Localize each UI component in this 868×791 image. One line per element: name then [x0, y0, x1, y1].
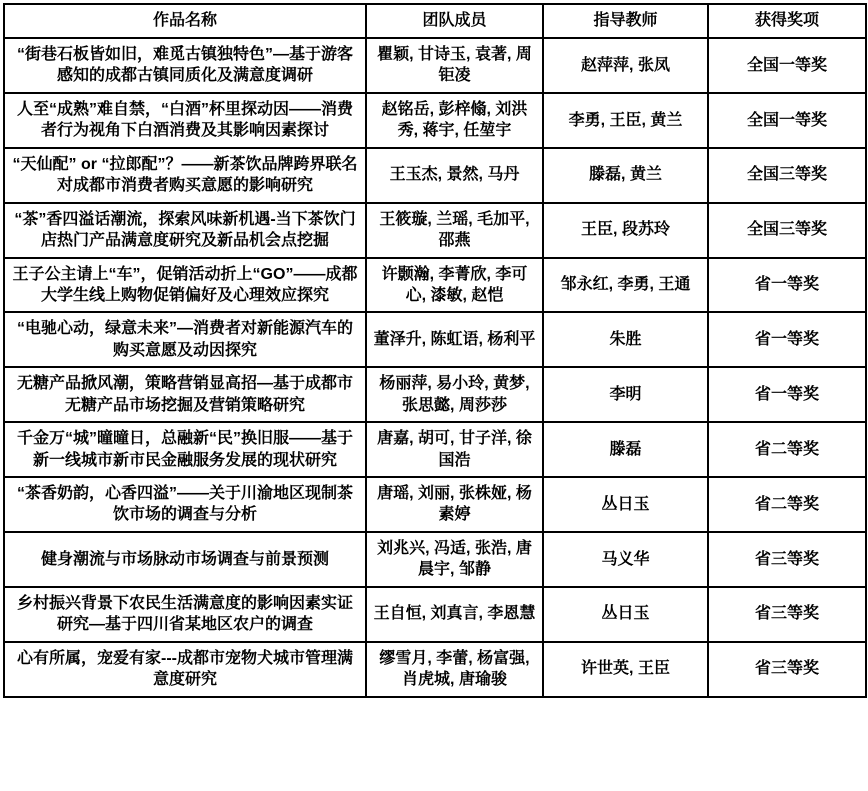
- advisors-cell: 李勇, 王臣, 黄兰: [543, 93, 708, 148]
- work-title-cell: 健身潮流与市场脉动市场调查与前景预测: [4, 532, 366, 587]
- team-members-cell: 缪雪月, 李蕾, 杨富强, 肖虎城, 唐瑜骏: [366, 642, 543, 697]
- work-title-cell: “天仙配” or “拉郎配”？——新茶饮品牌跨界联名对成都市消费者购买意愿的影响研究: [4, 148, 366, 203]
- work-title-cell: 王子公主请上“车”，促销活动折上“GO”——成都大学生线上购物促销偏好及心理效应探究: [4, 258, 366, 313]
- award-cell: 省二等奖: [708, 422, 866, 477]
- award-cell: 全国三等奖: [708, 203, 866, 258]
- advisors-cell: 赵萍萍, 张凤: [543, 38, 708, 93]
- header-advisors: 指导教师: [543, 4, 708, 38]
- work-title-cell: 无糖产品掀风潮，策略营销显高招—基于成都市无糖产品市场挖掘及营销策略研究: [4, 367, 366, 422]
- table-row: [4, 367, 866, 422]
- award-cell: 省二等奖: [708, 477, 866, 532]
- header-team-members: 团队成员: [366, 4, 543, 38]
- work-title-cell: “街巷石板皆如旧，难觅古镇独特色”—基于游客感知的成都古镇同质化及满意度调研: [4, 38, 366, 93]
- advisors-cell: 丛日玉: [543, 477, 708, 532]
- awards-table: [3, 3, 867, 698]
- award-cell: 省一等奖: [708, 258, 866, 313]
- table-row: [4, 642, 866, 697]
- advisors-cell: 朱胜: [543, 312, 708, 367]
- work-title-cell: “茶”香四溢话潮流，探索风味新机遇-当下茶饮门店热门产品满意度研究及新品机会点挖掘: [4, 203, 366, 258]
- award-cell: 全国一等奖: [708, 38, 866, 93]
- advisors-cell: 许世英, 王臣: [543, 642, 708, 697]
- table-row: [4, 312, 866, 367]
- header-row: [4, 4, 866, 38]
- advisors-cell: 丛日玉: [543, 587, 708, 642]
- advisors-cell: 邹永红, 李勇, 王通: [543, 258, 708, 313]
- table-body: [4, 38, 866, 697]
- award-cell: 全国三等奖: [708, 148, 866, 203]
- team-members-cell: 王筱璇, 兰瑶, 毛加平, 邵燕: [366, 203, 543, 258]
- award-cell: 省三等奖: [708, 532, 866, 587]
- team-members-cell: 许颢瀚, 李菁欣, 李可心, 漆敏, 赵恺: [366, 258, 543, 313]
- work-title-cell: 乡村振兴背景下农民生活满意度的影响因素实证研究—基于四川省某地区农户的调查: [4, 587, 366, 642]
- team-members-cell: 王玉杰, 景然, 马丹: [366, 148, 543, 203]
- table-row: [4, 477, 866, 532]
- advisors-cell: 马义华: [543, 532, 708, 587]
- team-members-cell: 刘兆兴, 冯适, 张浩, 唐晨宇, 邹静: [366, 532, 543, 587]
- header-award: 获得奖项: [708, 4, 866, 38]
- team-members-cell: 董泽升, 陈虹语, 杨利平: [366, 312, 543, 367]
- table-row: [4, 422, 866, 477]
- table-row: [4, 148, 866, 203]
- team-members-cell: 王自恒, 刘真言, 李恩慧: [366, 587, 543, 642]
- award-cell: 省三等奖: [708, 587, 866, 642]
- work-title-cell: 千金万“城”曈曈日，总融新“民”换旧服——基于新一线城市新市民金融服务发展的现状研究: [4, 422, 366, 477]
- work-title-cell: 人至“成熟”难自禁，“白酒”杯里探动因——消费者行为视角下白酒消费及其影响因素探讨: [4, 93, 366, 148]
- work-title-cell: “茶香奶韵，心香四溢”——关于川渝地区现制茶饮市场的调查与分析: [4, 477, 366, 532]
- award-cell: 全国一等奖: [708, 93, 866, 148]
- award-cell: 省一等奖: [708, 367, 866, 422]
- advisors-cell: 滕磊, 黄兰: [543, 148, 708, 203]
- work-title-cell: 心有所属，宠爱有家---成都市宠物犬城市管理满意度研究: [4, 642, 366, 697]
- table-row: [4, 587, 866, 642]
- advisors-cell: 滕磊: [543, 422, 708, 477]
- team-members-cell: 唐瑶, 刘丽, 张株娅, 杨素婷: [366, 477, 543, 532]
- team-members-cell: 唐嘉, 胡可, 甘子洋, 徐国浩: [366, 422, 543, 477]
- work-title-cell: “电驰心动，绿意未来”—消费者对新能源汽车的购买意愿及动因探究: [4, 312, 366, 367]
- team-members-cell: 杨丽萍, 易小玲, 黄梦, 张思懿, 周莎莎: [366, 367, 543, 422]
- table-row: [4, 532, 866, 587]
- advisors-cell: 王臣, 段苏玲: [543, 203, 708, 258]
- table-row: [4, 38, 866, 93]
- table-row: [4, 203, 866, 258]
- team-members-cell: 赵铭岳, 彭梓翛, 刘洪秀, 蒋宇, 任堃宇: [366, 93, 543, 148]
- table-row: [4, 93, 866, 148]
- advisors-cell: 李明: [543, 367, 708, 422]
- table-row: [4, 258, 866, 313]
- award-cell: 省三等奖: [708, 642, 866, 697]
- header-work-title: 作品名称: [4, 4, 366, 38]
- award-cell: 省一等奖: [708, 312, 866, 367]
- team-members-cell: 瞿颖, 甘诗玉, 袁著, 周钜凌: [366, 38, 543, 93]
